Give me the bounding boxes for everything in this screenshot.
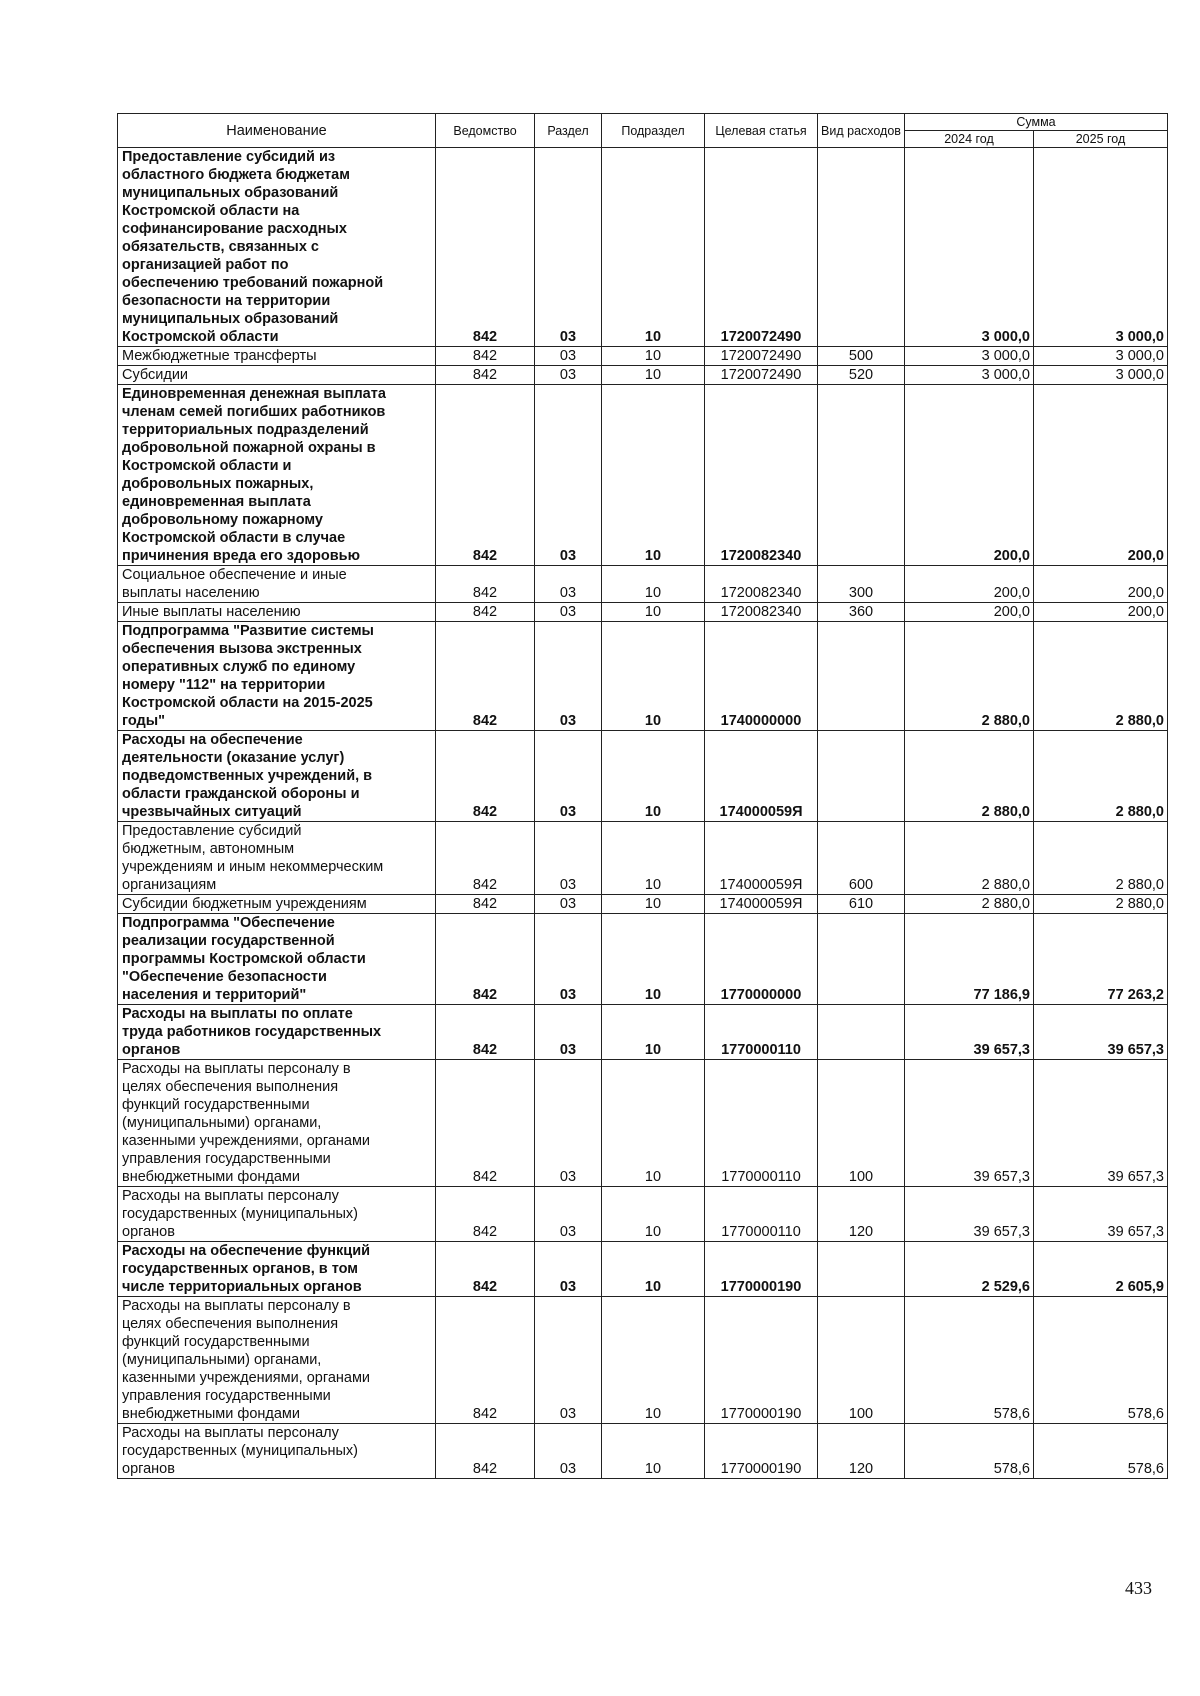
row-sum-2025: 200,0 <box>1034 566 1168 603</box>
row-razdel: 03 <box>535 347 602 366</box>
row-vid <box>818 148 905 347</box>
header-podrazdel: Подраздел <box>602 114 705 148</box>
budget-table <box>117 113 1168 1479</box>
row-sum-2025: 77 263,2 <box>1034 914 1168 1005</box>
row-podrazdel: 10 <box>602 366 705 385</box>
row-sum-2025: 2 880,0 <box>1034 822 1168 895</box>
row-name: Социальное обеспечение и иные выплаты населению <box>118 566 436 603</box>
row-sum-2024: 200,0 <box>905 385 1034 566</box>
row-target: 1720082340 <box>705 603 818 622</box>
row-name: Предоставление субсидий из областного бюджета бюджетам муниципальных образований Костромской области на софинансирование расходных обязательств, связанных с организацией работ по обеспечению требований пожарной безопасности на территории муниципальных образований Костромской области <box>118 148 436 347</box>
row-razdel: 03 <box>535 1424 602 1479</box>
table-row <box>118 895 1168 914</box>
row-podrazdel: 10 <box>602 1187 705 1242</box>
row-target: 1770000110 <box>705 1005 818 1060</box>
row-sum-2025: 3 000,0 <box>1034 148 1168 347</box>
row-name: Расходы на выплаты по оплате труда работников государственных органов <box>118 1005 436 1060</box>
table-row <box>118 731 1168 822</box>
row-vid <box>818 1005 905 1060</box>
row-target: 1720072490 <box>705 347 818 366</box>
row-podrazdel: 10 <box>602 566 705 603</box>
row-sum-2025: 39 657,3 <box>1034 1187 1168 1242</box>
table-body <box>118 148 1168 1479</box>
row-target: 174000059Я <box>705 731 818 822</box>
row-vedomstvo: 842 <box>436 347 535 366</box>
row-name: Расходы на выплаты персоналу в целях обеспечения выполнения функций государственными (муниципальными) органами, казенными учреждениями, органами управления государственными внебюджетными фондами <box>118 1297 436 1424</box>
table-row <box>118 603 1168 622</box>
header-2025: 2025 год <box>1034 131 1168 148</box>
row-name: Подпрограмма "Обеспечение реализации государственной программы Костромской области "Обеспечение безопасности населения и территорий" <box>118 914 436 1005</box>
row-razdel: 03 <box>535 895 602 914</box>
row-podrazdel: 10 <box>602 385 705 566</box>
row-sum-2024: 2 880,0 <box>905 822 1034 895</box>
row-vid: 600 <box>818 822 905 895</box>
row-sum-2025: 2 880,0 <box>1034 622 1168 731</box>
row-vedomstvo: 842 <box>436 148 535 347</box>
row-name: Субсидии <box>118 366 436 385</box>
row-razdel: 03 <box>535 731 602 822</box>
row-target: 1770000190 <box>705 1297 818 1424</box>
table-row <box>118 347 1168 366</box>
row-target: 174000059Я <box>705 895 818 914</box>
row-podrazdel: 10 <box>602 1424 705 1479</box>
header-2024: 2024 год <box>905 131 1034 148</box>
row-vedomstvo: 842 <box>436 603 535 622</box>
row-target: 1770000000 <box>705 914 818 1005</box>
table-row <box>118 822 1168 895</box>
row-sum-2024: 3 000,0 <box>905 347 1034 366</box>
row-razdel: 03 <box>535 914 602 1005</box>
row-sum-2024: 2 880,0 <box>905 895 1034 914</box>
header-vid: Вид расходов <box>818 114 905 148</box>
row-sum-2025: 2 880,0 <box>1034 895 1168 914</box>
row-name: Расходы на выплаты персоналу государственных (муниципальных) органов <box>118 1187 436 1242</box>
table-row <box>118 1060 1168 1187</box>
row-sum-2024: 39 657,3 <box>905 1187 1034 1242</box>
row-sum-2025: 200,0 <box>1034 385 1168 566</box>
row-razdel: 03 <box>535 622 602 731</box>
row-name: Подпрограмма "Развитие системы обеспечения вызова экстренных оперативных служб по единому номеру "112" на территории Костромской области на 2015-2025 годы" <box>118 622 436 731</box>
row-podrazdel: 10 <box>602 895 705 914</box>
row-target: 1770000190 <box>705 1242 818 1297</box>
row-name: Расходы на выплаты персоналу в целях обеспечения выполнения функций государственными (муниципальными) органами, казенными учреждениями, органами управления государственными внебюджетными фондами <box>118 1060 436 1187</box>
row-vid: 100 <box>818 1060 905 1187</box>
row-razdel: 03 <box>535 566 602 603</box>
row-vedomstvo: 842 <box>436 914 535 1005</box>
row-target: 1720082340 <box>705 385 818 566</box>
row-name: Расходы на выплаты персоналу государственных (муниципальных) органов <box>118 1424 436 1479</box>
row-name: Единовременная денежная выплата членам семей погибших работников территориальных подразделений добровольной пожарной охраны в Костромской области и добровольных пожарных, единовременная выплата добровольному пожарному Костромской области в случае причинения вреда его здоровью <box>118 385 436 566</box>
row-vedomstvo: 842 <box>436 895 535 914</box>
row-sum-2025: 200,0 <box>1034 603 1168 622</box>
row-vid: 360 <box>818 603 905 622</box>
row-vid: 120 <box>818 1424 905 1479</box>
row-vid: 500 <box>818 347 905 366</box>
table-row <box>118 366 1168 385</box>
row-vedomstvo: 842 <box>436 1187 535 1242</box>
row-target: 174000059Я <box>705 822 818 895</box>
table-row <box>118 622 1168 731</box>
row-name: Иные выплаты населению <box>118 603 436 622</box>
row-target: 1740000000 <box>705 622 818 731</box>
row-target: 1720072490 <box>705 148 818 347</box>
row-podrazdel: 10 <box>602 822 705 895</box>
row-sum-2024: 39 657,3 <box>905 1060 1034 1187</box>
row-podrazdel: 10 <box>602 622 705 731</box>
row-podrazdel: 10 <box>602 731 705 822</box>
row-target: 1720082340 <box>705 566 818 603</box>
row-vid: 120 <box>818 1187 905 1242</box>
row-razdel: 03 <box>535 1242 602 1297</box>
row-vid: 520 <box>818 366 905 385</box>
row-target: 1720072490 <box>705 366 818 385</box>
table-row <box>118 385 1168 566</box>
row-vedomstvo: 842 <box>436 366 535 385</box>
row-razdel: 03 <box>535 1297 602 1424</box>
row-vid: 610 <box>818 895 905 914</box>
row-vedomstvo: 842 <box>436 622 535 731</box>
row-vid <box>818 731 905 822</box>
row-sum-2024: 200,0 <box>905 603 1034 622</box>
header-name: Наименование <box>118 114 436 148</box>
header-target: Целевая статья <box>705 114 818 148</box>
row-vid: 100 <box>818 1297 905 1424</box>
row-razdel: 03 <box>535 366 602 385</box>
row-razdel: 03 <box>535 1187 602 1242</box>
row-name: Межбюджетные трансферты <box>118 347 436 366</box>
row-vedomstvo: 842 <box>436 385 535 566</box>
row-vid: 300 <box>818 566 905 603</box>
header-razdel: Раздел <box>535 114 602 148</box>
row-name: Субсидии бюджетным учреждениям <box>118 895 436 914</box>
row-sum-2024: 578,6 <box>905 1297 1034 1424</box>
row-name: Расходы на обеспечение функций государственных органов, в том числе территориальных органов <box>118 1242 436 1297</box>
row-name: Расходы на обеспечение деятельности (оказание услуг) подведомственных учреждений, в области гражданской обороны и чрезвычайных ситуаций <box>118 731 436 822</box>
row-sum-2025: 39 657,3 <box>1034 1060 1168 1187</box>
table-row <box>118 566 1168 603</box>
table-row <box>118 914 1168 1005</box>
row-sum-2025: 3 000,0 <box>1034 366 1168 385</box>
row-razdel: 03 <box>535 385 602 566</box>
table-row <box>118 1424 1168 1479</box>
row-sum-2024: 2 880,0 <box>905 622 1034 731</box>
row-sum-2024: 2 529,6 <box>905 1242 1034 1297</box>
header-vedomstvo: Ведомство <box>436 114 535 148</box>
row-razdel: 03 <box>535 603 602 622</box>
row-vid <box>818 1242 905 1297</box>
row-podrazdel: 10 <box>602 1242 705 1297</box>
header-summa: Сумма <box>905 114 1168 131</box>
row-sum-2024: 2 880,0 <box>905 731 1034 822</box>
row-vedomstvo: 842 <box>436 566 535 603</box>
row-vedomstvo: 842 <box>436 1242 535 1297</box>
row-vedomstvo: 842 <box>436 1060 535 1187</box>
row-sum-2025: 578,6 <box>1034 1424 1168 1479</box>
table-row <box>118 1005 1168 1060</box>
row-sum-2025: 2 880,0 <box>1034 731 1168 822</box>
row-vid <box>818 385 905 566</box>
row-vedomstvo: 842 <box>436 822 535 895</box>
row-name: Предоставление субсидий бюджетным, автономным учреждениям и иным некоммерческим организациям <box>118 822 436 895</box>
row-sum-2024: 3 000,0 <box>905 366 1034 385</box>
row-vid <box>818 914 905 1005</box>
row-podrazdel: 10 <box>602 1297 705 1424</box>
row-razdel: 03 <box>535 1060 602 1187</box>
row-podrazdel: 10 <box>602 1005 705 1060</box>
row-sum-2024: 39 657,3 <box>905 1005 1034 1060</box>
row-podrazdel: 10 <box>602 148 705 347</box>
table-row <box>118 1297 1168 1424</box>
table-row <box>118 1187 1168 1242</box>
row-vedomstvo: 842 <box>436 1005 535 1060</box>
row-podrazdel: 10 <box>602 603 705 622</box>
row-sum-2024: 77 186,9 <box>905 914 1034 1005</box>
budget-table-container <box>117 113 1167 1479</box>
page-number: 433 <box>1125 1578 1152 1598</box>
row-razdel: 03 <box>535 822 602 895</box>
row-sum-2024: 200,0 <box>905 566 1034 603</box>
row-razdel: 03 <box>535 148 602 347</box>
table-row <box>118 1242 1168 1297</box>
row-sum-2025: 3 000,0 <box>1034 347 1168 366</box>
row-vedomstvo: 842 <box>436 1297 535 1424</box>
row-vedomstvo: 842 <box>436 731 535 822</box>
row-sum-2024: 578,6 <box>905 1424 1034 1479</box>
row-target: 1770000190 <box>705 1424 818 1479</box>
row-vid <box>818 622 905 731</box>
row-sum-2025: 2 605,9 <box>1034 1242 1168 1297</box>
row-vedomstvo: 842 <box>436 1424 535 1479</box>
row-sum-2024: 3 000,0 <box>905 148 1034 347</box>
row-razdel: 03 <box>535 1005 602 1060</box>
row-podrazdel: 10 <box>602 347 705 366</box>
row-target: 1770000110 <box>705 1060 818 1187</box>
row-podrazdel: 10 <box>602 914 705 1005</box>
row-podrazdel: 10 <box>602 1060 705 1187</box>
row-target: 1770000110 <box>705 1187 818 1242</box>
table-row <box>118 148 1168 347</box>
row-sum-2025: 39 657,3 <box>1034 1005 1168 1060</box>
row-sum-2025: 578,6 <box>1034 1297 1168 1424</box>
